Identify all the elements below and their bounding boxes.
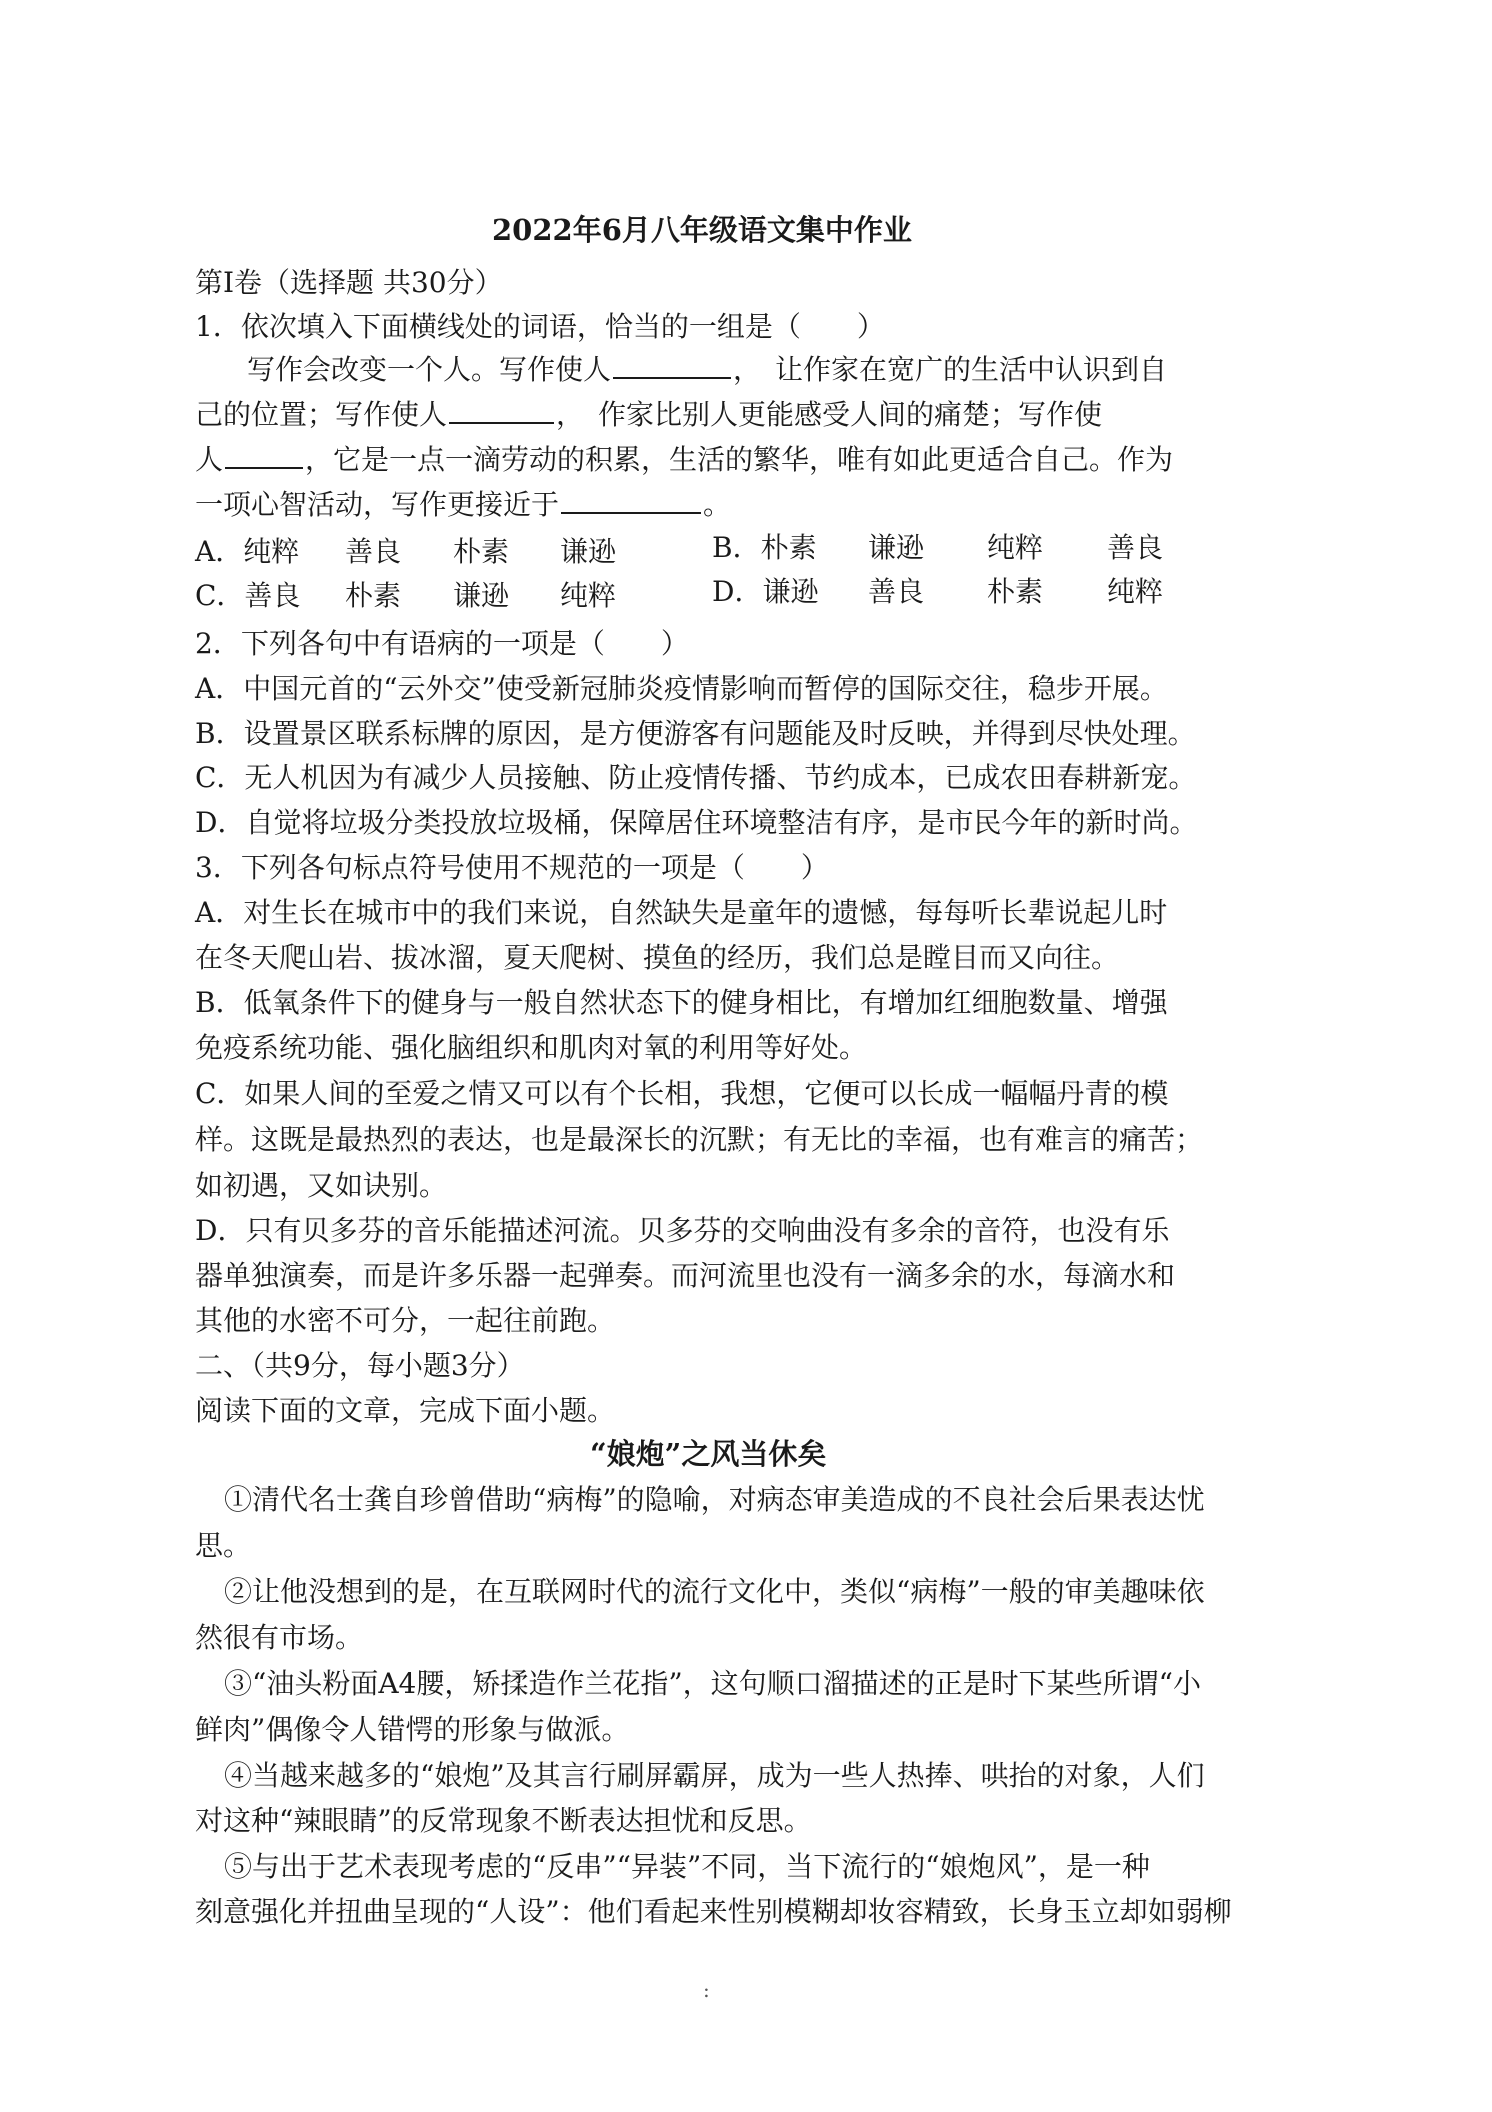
q1-option-b-word: 善良 xyxy=(1107,531,1164,564)
q1-text: ， 让作家在宽广的生活中认识到自 xyxy=(733,353,1168,386)
q1-option-b: B．朴素 xyxy=(712,531,817,564)
q3-option-d-line-3: 其他的水密不可分，一起往前跑。 xyxy=(195,1304,616,1337)
q2-option-b: B．设置景区联系标牌的原因，是方便游客有问题能及时反映，并得到尽快处理。 xyxy=(195,717,1196,750)
article-paragraph-5-cont: 刻意强化并扭曲呈现的“人设”：他们看起来性别模糊却妆容精致，长身玉立却如弱柳 xyxy=(195,1895,1232,1928)
fill-blank xyxy=(613,351,731,379)
q1-option-a: A．纯粹 xyxy=(195,535,300,568)
q1-option-d-word: 善良 xyxy=(868,575,925,608)
article-paragraph-3-cont: 鲜肉”偶像令人错愕的形象与做派。 xyxy=(195,1713,630,1746)
article-paragraph-2: ②让他没想到的是，在互联网时代的流行文化中，类似“病梅”一般的审美趣味依 xyxy=(224,1575,1205,1608)
q1-stem: 1．依次填入下面横线处的词语，恰当的一组是（ ） xyxy=(195,310,885,343)
q2-stem: 2．下列各句中有语病的一项是（ ） xyxy=(195,627,689,660)
q3-option-b-line-2: 免疫系统功能、强化脑组织和肌肉对氧的利用等好处。 xyxy=(195,1031,868,1064)
q3-option-d-line-2: 器单独演奏，而是许多乐器一起弹奏。而河流里也没有一滴多余的水，每滴水和 xyxy=(195,1259,1176,1292)
article-paragraph-2-cont: 然很有市场。 xyxy=(195,1621,364,1654)
q2-option-d: D．自觉将垃圾分类投放垃圾桶，保障居住环境整洁有序，是市民今年的新时尚。 xyxy=(195,806,1198,839)
article-paragraph-1-cont: 思。 xyxy=(195,1529,252,1562)
q1-passage-line-3 xyxy=(195,441,1173,478)
q3-option-d-line-1: D．只有贝多芬的音乐能描述河流。贝多芬的交响曲没有多余的音符，也没有乐 xyxy=(195,1214,1170,1247)
page-footer-mark: : xyxy=(703,1978,710,2002)
q1-option-d-word: 朴素 xyxy=(987,575,1044,608)
q1-option-b-word: 谦逊 xyxy=(868,531,925,564)
q2-option-c: C．无人机因为有减少人员接触、防止疫情传播、节约成本，已成农田春耕新宠。 xyxy=(195,761,1197,794)
q1-text: 一项心智活动，写作更接近于 xyxy=(195,488,560,521)
q2-option-a: A．中国元首的“云外交”使受新冠肺炎疫情影响而暂停的国际交往，稳步开展。 xyxy=(195,672,1168,705)
q1-option-d-word: 纯粹 xyxy=(1107,575,1164,608)
q3-stem: 3．下列各句标点符号使用不规范的一项是（ ） xyxy=(195,851,829,884)
q1-option-c-word: 朴素 xyxy=(345,579,402,612)
q3-option-c-line-3: 如初遇，又如诀别。 xyxy=(195,1169,448,1202)
q1-text: ， 作家比别人更能感受人间的痛楚；写作使 xyxy=(556,398,1103,431)
article-paragraph-3: ③“油头粉面A4腰，矫揉造作兰花指”，这句顺口溜描述的正是时下某些所谓“小 xyxy=(224,1667,1201,1700)
fill-blank xyxy=(225,441,303,469)
q1-option-c-word: 纯粹 xyxy=(560,579,617,612)
q1-option-a-word: 善良 xyxy=(345,535,402,568)
article-paragraph-1: ①清代名士龚自珍曾借助“病梅”的隐喻，对病态审美造成的不良社会后果表达忧 xyxy=(224,1483,1205,1516)
q1-passage-line-4 xyxy=(195,486,731,523)
q3-option-c-line-2: 样。这既是最热烈的表达，也是最深长的沉默；有无比的幸福，也有难言的痛苦； xyxy=(195,1123,1204,1156)
q3-option-a-line-1: A．对生长在城市中的我们来说，自然缺失是童年的遗憾，每每听长辈说起儿时 xyxy=(195,896,1168,929)
article-paragraph-4-cont: 对这种“辣眼睛”的反常现象不断表达担忧和反思。 xyxy=(195,1804,812,1837)
q3-option-b-line-1: B．低氧条件下的健身与一般自然状态下的健身相比，有增加红细胞数量、增强 xyxy=(195,986,1168,1019)
q3-option-c-line-1: C．如果人间的至爱之情又可以有个长相，我想，它便可以长成一幅幅丹青的模 xyxy=(195,1077,1169,1110)
section2-header: 二、（共9分，每小题3分） xyxy=(195,1349,525,1382)
q1-text: 己的位置；写作使人 xyxy=(195,398,448,431)
q1-text: 写作会改变一个人。写作使人 xyxy=(247,353,612,386)
page-title: 2022年6月八年级语文集中作业 xyxy=(492,213,912,247)
article-title: “娘炮”之风当休矣 xyxy=(590,1437,827,1471)
q1-option-a-word: 朴素 xyxy=(453,535,510,568)
section2-instruction: 阅读下面的文章，完成下面小题。 xyxy=(195,1394,616,1427)
q1-option-c-word: 谦逊 xyxy=(453,579,510,612)
fill-blank xyxy=(449,396,554,424)
q3-option-a-line-2: 在冬天爬山岩、拔冰溜，夏天爬树、摸鱼的经历，我们总是瞠目而又向往。 xyxy=(195,941,1120,974)
q1-option-a-word: 谦逊 xyxy=(560,535,617,568)
q1-option-c: C．善良 xyxy=(195,579,301,612)
q1-text: 。 xyxy=(703,488,732,521)
fill-blank xyxy=(561,486,701,514)
article-paragraph-5: ⑤与出于艺术表现考虑的“反串”“异装”不同，当下流行的“娘炮风”，是一种 xyxy=(224,1850,1150,1883)
q1-passage-line-1 xyxy=(247,351,1167,388)
q1-passage-line-2 xyxy=(195,396,1102,433)
article-paragraph-4: ④当越来越多的“娘炮”及其言行刷屏霸屏，成为一些人热捧、哄抬的对象，人们 xyxy=(224,1759,1205,1792)
q1-text: ，它是一点一滴劳动的积累，生活的繁华，唯有如此更适合自己。作为 xyxy=(305,443,1174,476)
q1-option-d: D．谦逊 xyxy=(712,575,819,608)
section1-header: 第Ⅰ卷（选择题 共30分） xyxy=(195,266,503,299)
q1-option-b-word: 纯粹 xyxy=(987,531,1044,564)
q1-text: 人 xyxy=(195,443,224,476)
